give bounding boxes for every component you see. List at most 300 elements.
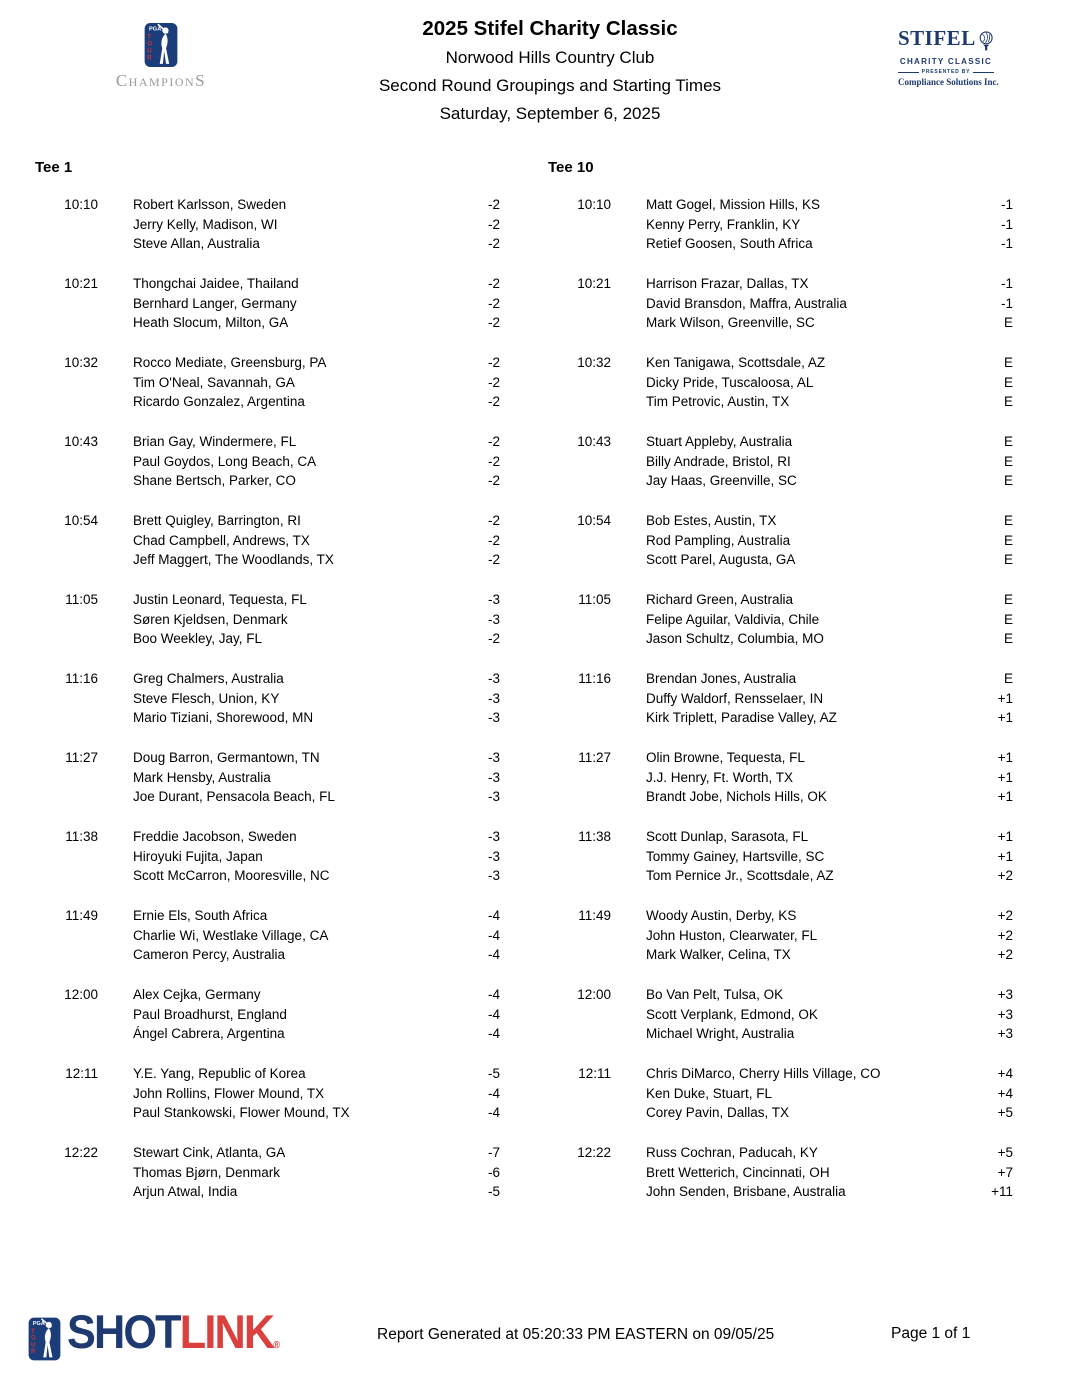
- player-row: [548, 827, 1013, 847]
- tee-time: [548, 1163, 611, 1183]
- player-row: [548, 313, 1013, 333]
- tee-time: [548, 945, 611, 965]
- tee-time: 10:21: [577, 276, 611, 291]
- player-score: -4: [487, 927, 500, 943]
- tee-time: 11:27: [65, 750, 98, 765]
- svg-text:R: R: [31, 1348, 36, 1356]
- tee-time: [548, 294, 611, 314]
- player-name: Scott McCarron, Mooresville, NC: [133, 868, 330, 884]
- pairing-group: [548, 195, 1013, 254]
- tee-time: 10:43: [577, 434, 611, 449]
- player-name: Bo Van Pelt, Tulsa, OK: [646, 987, 784, 1002]
- player-row: [548, 1182, 1013, 1202]
- player-score: -6: [487, 1164, 500, 1180]
- pairing-group: [35, 906, 500, 965]
- player-name: Charlie Wi, Westlake Village, CA: [133, 927, 329, 943]
- player-score: -4: [487, 1105, 500, 1121]
- player-score: E: [1003, 592, 1013, 607]
- tee-time: [548, 629, 611, 649]
- player-row: [35, 274, 500, 294]
- player-row: [35, 1024, 500, 1044]
- player-name: Duffy Waldorf, Rensselaer, IN: [646, 690, 824, 706]
- tee-time: 11:05: [65, 592, 98, 607]
- player-row: [548, 234, 1013, 254]
- player-score: -2: [487, 295, 500, 311]
- player-name: John Senden, Brisbane, Australia: [646, 1184, 846, 1200]
- player-row: [35, 294, 500, 314]
- pairing-group: [548, 669, 1013, 728]
- player-name: Scott Parel, Augusta, GA: [646, 552, 796, 568]
- player-row: [548, 294, 1013, 314]
- player-score: +1: [997, 848, 1013, 864]
- player-name: Brandt Jobe, Nichols Hills, OK: [646, 789, 827, 805]
- player-score: -2: [487, 473, 500, 489]
- svg-text:U: U: [147, 47, 152, 55]
- pairing-group: [548, 906, 1013, 965]
- player-name: Richard Green, Australia: [646, 592, 794, 607]
- tee-time: 12:00: [577, 987, 611, 1002]
- player-name: Ángel Cabrera, Argentina: [133, 1026, 285, 1042]
- tee-time: [35, 610, 98, 630]
- player-score: -2: [487, 434, 500, 449]
- player-score: E: [1003, 473, 1013, 489]
- pairing-group: [35, 195, 500, 254]
- player-row: [548, 1005, 1013, 1025]
- tee-time: [548, 452, 611, 472]
- pairing-group: [35, 274, 500, 333]
- player-row: [548, 590, 1013, 610]
- player-score: -2: [487, 394, 500, 410]
- player-name: Tom Pernice Jr., Scottsdale, AZ: [646, 868, 834, 884]
- player-name: Ricardo Gonzalez, Argentina: [133, 394, 305, 410]
- tee-time: [548, 1084, 611, 1104]
- player-name: Rod Pampling, Australia: [646, 532, 791, 548]
- tee-time: [548, 610, 611, 630]
- player-score: -3: [487, 671, 500, 686]
- tee-time: 11:05: [578, 592, 611, 607]
- player-row: [548, 1084, 1013, 1104]
- player-row: [35, 531, 500, 551]
- player-name: Robert Karlsson, Sweden: [133, 197, 287, 212]
- player-row: [548, 708, 1013, 728]
- player-score: -1: [1000, 197, 1013, 212]
- player-score: -3: [487, 710, 500, 726]
- player-score: -4: [487, 908, 500, 923]
- shotlink-wordmark: SHOTLINK®: [67, 1305, 281, 1358]
- tee-time: [548, 234, 611, 254]
- player-score: +4: [997, 1085, 1013, 1101]
- player-score: E: [1003, 631, 1013, 647]
- player-row: [548, 531, 1013, 551]
- sponsor-name: Compliance Solutions Inc.: [898, 77, 999, 87]
- player-row: [35, 787, 500, 807]
- player-score: -2: [487, 355, 500, 370]
- player-name: Cameron Percy, Australia: [133, 947, 286, 963]
- player-name: Alex Cejka, Germany: [133, 987, 261, 1002]
- player-score: -1: [1000, 216, 1013, 232]
- player-row: [35, 313, 500, 333]
- player-score: E: [1003, 434, 1013, 449]
- tee-time: [35, 708, 98, 728]
- player-row: [35, 195, 500, 215]
- player-row: [35, 590, 500, 610]
- pairing-group: [35, 432, 500, 491]
- player-row: [548, 353, 1013, 373]
- player-row: [35, 985, 500, 1005]
- player-name: Brendan Jones, Australia: [646, 671, 797, 686]
- player-row: [35, 432, 500, 452]
- player-name: Paul Stankowski, Flower Mound, TX: [133, 1105, 350, 1121]
- player-row: [548, 866, 1013, 886]
- stifel-wordmark: STIFEL: [898, 26, 976, 50]
- tee-time: [35, 768, 98, 788]
- tee-time: 11:38: [65, 829, 98, 844]
- player-name: J.J. Henry, Ft. Worth, TX: [646, 769, 794, 785]
- player-score: -5: [487, 1184, 500, 1200]
- player-row: [35, 1103, 500, 1123]
- tee-time: [35, 1024, 98, 1044]
- player-score: E: [1003, 532, 1013, 548]
- player-name: Stewart Cink, Atlanta, GA: [133, 1145, 286, 1160]
- player-row: [35, 452, 500, 472]
- player-row: [548, 669, 1013, 689]
- player-name: Joe Durant, Pensacola Beach, FL: [133, 789, 335, 805]
- player-name: Arjun Atwal, India: [133, 1184, 238, 1200]
- player-row: [35, 669, 500, 689]
- pairing-group: [548, 1064, 1013, 1123]
- player-name: Hiroyuki Fujita, Japan: [133, 848, 263, 864]
- player-score: -1: [1000, 276, 1013, 291]
- tee-time: 12:00: [64, 987, 98, 1002]
- player-score: E: [1003, 374, 1013, 390]
- player-score: +2: [997, 947, 1013, 963]
- player-name: Jay Haas, Greenville, SC: [646, 473, 797, 489]
- player-name: David Bransdon, Maffra, Australia: [646, 295, 847, 311]
- player-name: Heath Slocum, Milton, GA: [133, 315, 289, 331]
- player-score: -2: [487, 453, 500, 469]
- player-row: [35, 748, 500, 768]
- champions-wordmark: ChampionS: [115, 71, 207, 90]
- tee-time: 11:49: [578, 908, 611, 923]
- tee-time: [35, 1103, 98, 1123]
- tee-time: [548, 373, 611, 393]
- shotlink-logo: [28, 1306, 299, 1372]
- tee-time: [548, 313, 611, 333]
- player-row: [35, 708, 500, 728]
- player-name: Boo Weekley, Jay, FL: [133, 631, 263, 647]
- tee-time: 11:16: [578, 671, 611, 686]
- player-row: [35, 1163, 500, 1183]
- player-row: [35, 689, 500, 709]
- player-score: -2: [487, 236, 500, 252]
- tee-time: [548, 1103, 611, 1123]
- player-name: Thongchai Jaidee, Thailand: [133, 276, 299, 291]
- player-row: [548, 985, 1013, 1005]
- tee-time: [35, 471, 98, 491]
- tee-time: 10:32: [64, 355, 98, 370]
- tee-time: [35, 945, 98, 965]
- tee-time: [35, 294, 98, 314]
- tee-1-heading: Tee 1: [35, 159, 73, 176]
- player-row: [35, 1084, 500, 1104]
- tee-time: [35, 550, 98, 570]
- player-row: [548, 511, 1013, 531]
- player-score: +11: [991, 1184, 1013, 1200]
- player-row: [548, 471, 1013, 491]
- tee-time: 10:10: [64, 197, 98, 212]
- tee-time: [35, 629, 98, 649]
- player-name: Corey Pavin, Dallas, TX: [646, 1105, 790, 1121]
- player-score: -4: [487, 987, 500, 1002]
- tee-time: [548, 787, 611, 807]
- player-score: +1: [997, 710, 1013, 726]
- player-name: Brett Wetterich, Cincinnati, OH: [646, 1164, 830, 1180]
- tournament-title: 2025 Stifel Charity Classic: [422, 17, 678, 40]
- player-score: E: [1003, 671, 1013, 686]
- player-row: [548, 215, 1013, 235]
- player-row: [35, 610, 500, 630]
- player-name: Shane Bertsch, Parker, CO: [133, 473, 296, 489]
- player-name: Greg Chalmers, Australia: [133, 671, 284, 686]
- player-row: [548, 945, 1013, 965]
- player-row: [548, 452, 1013, 472]
- player-row: [35, 1064, 500, 1084]
- player-row: [35, 768, 500, 788]
- tee-time: [548, 768, 611, 788]
- player-row: [548, 274, 1013, 294]
- player-row: [35, 353, 500, 373]
- player-score: -2: [487, 315, 500, 331]
- player-row: [35, 392, 500, 412]
- tee-time: [35, 926, 98, 946]
- player-name: Bernhard Langer, Germany: [133, 295, 297, 311]
- page-number: Page 1 of 1: [891, 1325, 971, 1342]
- tee-time: [35, 313, 98, 333]
- player-score: E: [1003, 513, 1013, 528]
- player-score: -3: [487, 829, 500, 844]
- pairing-group: [35, 590, 500, 649]
- player-score: -5: [487, 1066, 500, 1081]
- player-name: Woody Austin, Derby, KS: [646, 908, 797, 923]
- pairing-group: [35, 985, 500, 1044]
- player-score: -1: [1000, 295, 1013, 311]
- player-score: -7: [487, 1145, 500, 1160]
- player-name: Brian Gay, Windermere, FL: [133, 434, 297, 449]
- player-name: John Rollins, Flower Mound, TX: [133, 1085, 325, 1101]
- player-row: [35, 866, 500, 886]
- pairing-group: [548, 985, 1013, 1044]
- svg-text:O: O: [147, 40, 153, 48]
- player-score: +1: [997, 750, 1013, 765]
- player-score: -3: [487, 592, 500, 607]
- tee-time: [35, 787, 98, 807]
- player-row: [548, 550, 1013, 570]
- player-score: E: [1003, 611, 1013, 627]
- player-score: -2: [487, 552, 500, 568]
- player-name: Mario Tiziani, Shorewood, MN: [133, 710, 314, 726]
- player-score: +2: [997, 908, 1013, 923]
- tee-time: [548, 215, 611, 235]
- player-row: [35, 1182, 500, 1202]
- player-name: Chad Campbell, Andrews, TX: [133, 532, 310, 548]
- tee-time: [35, 847, 98, 867]
- player-name: Dicky Pride, Tuscaloosa, AL: [646, 374, 814, 390]
- tee-time: [548, 531, 611, 551]
- tee-time: 10:43: [64, 434, 98, 449]
- player-row: [35, 827, 500, 847]
- tee-time: [35, 452, 98, 472]
- tee-time: [548, 708, 611, 728]
- tee-time: [548, 550, 611, 570]
- player-name: Brett Quigley, Barrington, RI: [133, 513, 301, 528]
- player-row: [35, 906, 500, 926]
- player-score: E: [1003, 315, 1013, 331]
- player-name: Ernie Els, South Africa: [133, 908, 268, 923]
- pga-tour-golfer-icon: [144, 22, 178, 68]
- player-score: E: [1003, 355, 1013, 370]
- tee-time: [35, 234, 98, 254]
- tee-time: 11:16: [65, 671, 98, 686]
- player-row: [35, 234, 500, 254]
- player-name: Mark Hensby, Australia: [133, 769, 271, 785]
- player-row: [548, 906, 1013, 926]
- player-score: E: [1003, 394, 1013, 410]
- pairing-group: [35, 353, 500, 412]
- tee-10-column: [548, 158, 1013, 1222]
- player-name: Retief Goosen, South Africa: [646, 236, 813, 252]
- round-date: Saturday, September 6, 2025: [439, 104, 661, 123]
- player-name: Thomas Bjørn, Denmark: [133, 1164, 281, 1180]
- tee-time: [35, 866, 98, 886]
- player-name: Ken Duke, Stuart, FL: [646, 1085, 773, 1101]
- player-row: [548, 373, 1013, 393]
- pairing-group: [35, 1064, 500, 1123]
- player-row: [35, 945, 500, 965]
- player-row: [548, 629, 1013, 649]
- player-score: -4: [487, 947, 500, 963]
- player-name: Mark Wilson, Greenville, SC: [646, 315, 815, 331]
- pairing-group: [35, 511, 500, 570]
- player-name: Chris DiMarco, Cherry Hills Village, CO: [646, 1066, 881, 1081]
- svg-text:U: U: [31, 1341, 36, 1349]
- player-score: -2: [487, 513, 500, 528]
- tee-time: 10:10: [577, 197, 611, 212]
- player-score: -3: [487, 868, 500, 884]
- player-score: -3: [487, 848, 500, 864]
- player-name: Ken Tanigawa, Scottsdale, AZ: [646, 355, 826, 370]
- player-name: Stuart Appleby, Australia: [646, 434, 793, 449]
- player-row: [548, 1024, 1013, 1044]
- player-score: +1: [997, 769, 1013, 785]
- player-row: [548, 689, 1013, 709]
- pairing-group: [548, 353, 1013, 412]
- player-row: [35, 926, 500, 946]
- player-name: Harrison Frazar, Dallas, TX: [646, 276, 809, 291]
- tee-time: [548, 847, 611, 867]
- player-name: Freddie Jacobson, Sweden: [133, 829, 297, 844]
- player-name: Olin Browne, Tequesta, FL: [646, 750, 805, 765]
- report-header: [186, 14, 914, 128]
- player-name: Bob Estes, Austin, TX: [646, 513, 777, 528]
- tee-time: [35, 215, 98, 235]
- tee-time: [548, 866, 611, 886]
- player-row: [35, 511, 500, 531]
- svg-text:T: T: [31, 1327, 35, 1335]
- svg-text:PGA: PGA: [32, 1320, 45, 1327]
- player-score: +3: [997, 1006, 1013, 1022]
- golf-ball-on-tee-icon: [978, 26, 994, 56]
- player-row: [548, 432, 1013, 452]
- player-name: Tim Petrovic, Austin, TX: [646, 394, 790, 410]
- pairing-group: [548, 274, 1013, 333]
- player-score: +1: [997, 690, 1013, 706]
- tee-time: [35, 531, 98, 551]
- player-name: Kenny Perry, Franklin, KY: [646, 216, 801, 232]
- player-row: [548, 195, 1013, 215]
- player-name: Steve Flesch, Union, KY: [133, 690, 280, 706]
- pairing-group: [548, 748, 1013, 807]
- player-name: Y.E. Yang, Republic of Korea: [133, 1066, 306, 1081]
- pairing-group: [548, 827, 1013, 886]
- player-score: -3: [487, 769, 500, 785]
- player-name: Steve Allan, Australia: [133, 236, 260, 252]
- player-row: [548, 926, 1013, 946]
- player-score: +3: [997, 1026, 1013, 1042]
- tee-time: 10:54: [577, 513, 611, 528]
- player-score: -3: [487, 611, 500, 627]
- player-score: -3: [487, 690, 500, 706]
- player-score: -2: [487, 631, 500, 647]
- player-name: Søren Kjeldsen, Denmark: [133, 611, 288, 627]
- tee-time: [35, 1182, 98, 1202]
- player-score: +2: [997, 868, 1013, 884]
- player-name: Rocco Mediate, Greensburg, PA: [133, 355, 327, 370]
- svg-text:O: O: [31, 1334, 36, 1342]
- player-row: [548, 1103, 1013, 1123]
- player-name: Billy Andrade, Bristol, RI: [646, 453, 791, 469]
- pairing-group: [35, 827, 500, 886]
- tee-time: 12:11: [578, 1066, 611, 1081]
- tee-time: 12:22: [64, 1145, 98, 1160]
- player-row: [35, 1143, 500, 1163]
- player-score: -4: [487, 1006, 500, 1022]
- player-row: [35, 215, 500, 235]
- tee-time: [35, 689, 98, 709]
- stifel-charity-classic-logo: [898, 26, 999, 87]
- tee-1-column: [35, 158, 500, 1222]
- player-score: -2: [487, 216, 500, 232]
- pairing-group: [548, 511, 1013, 570]
- tee-10-heading: Tee 10: [548, 159, 594, 176]
- svg-text:T: T: [147, 33, 151, 41]
- player-score: -3: [487, 789, 500, 805]
- player-row: [548, 847, 1013, 867]
- player-score: -3: [487, 750, 500, 765]
- tee-time: [548, 1005, 611, 1025]
- tee-time: 12:22: [577, 1145, 611, 1160]
- tee-time: [35, 1084, 98, 1104]
- tee-time: 10:21: [64, 276, 98, 291]
- player-name: Justin Leonard, Tequesta, FL: [133, 592, 307, 607]
- player-row: [35, 1005, 500, 1025]
- svg-text:R: R: [147, 54, 152, 62]
- player-row: [35, 550, 500, 570]
- tee-time: [548, 1024, 611, 1044]
- player-name: Matt Gogel, Mission Hills, KS: [646, 197, 821, 212]
- report-generated-timestamp: Report Generated at 05:20:33 PM EASTERN on 09/05/25: [377, 1326, 775, 1343]
- tee-time: [35, 1163, 98, 1183]
- tee-time: 10:32: [577, 355, 611, 370]
